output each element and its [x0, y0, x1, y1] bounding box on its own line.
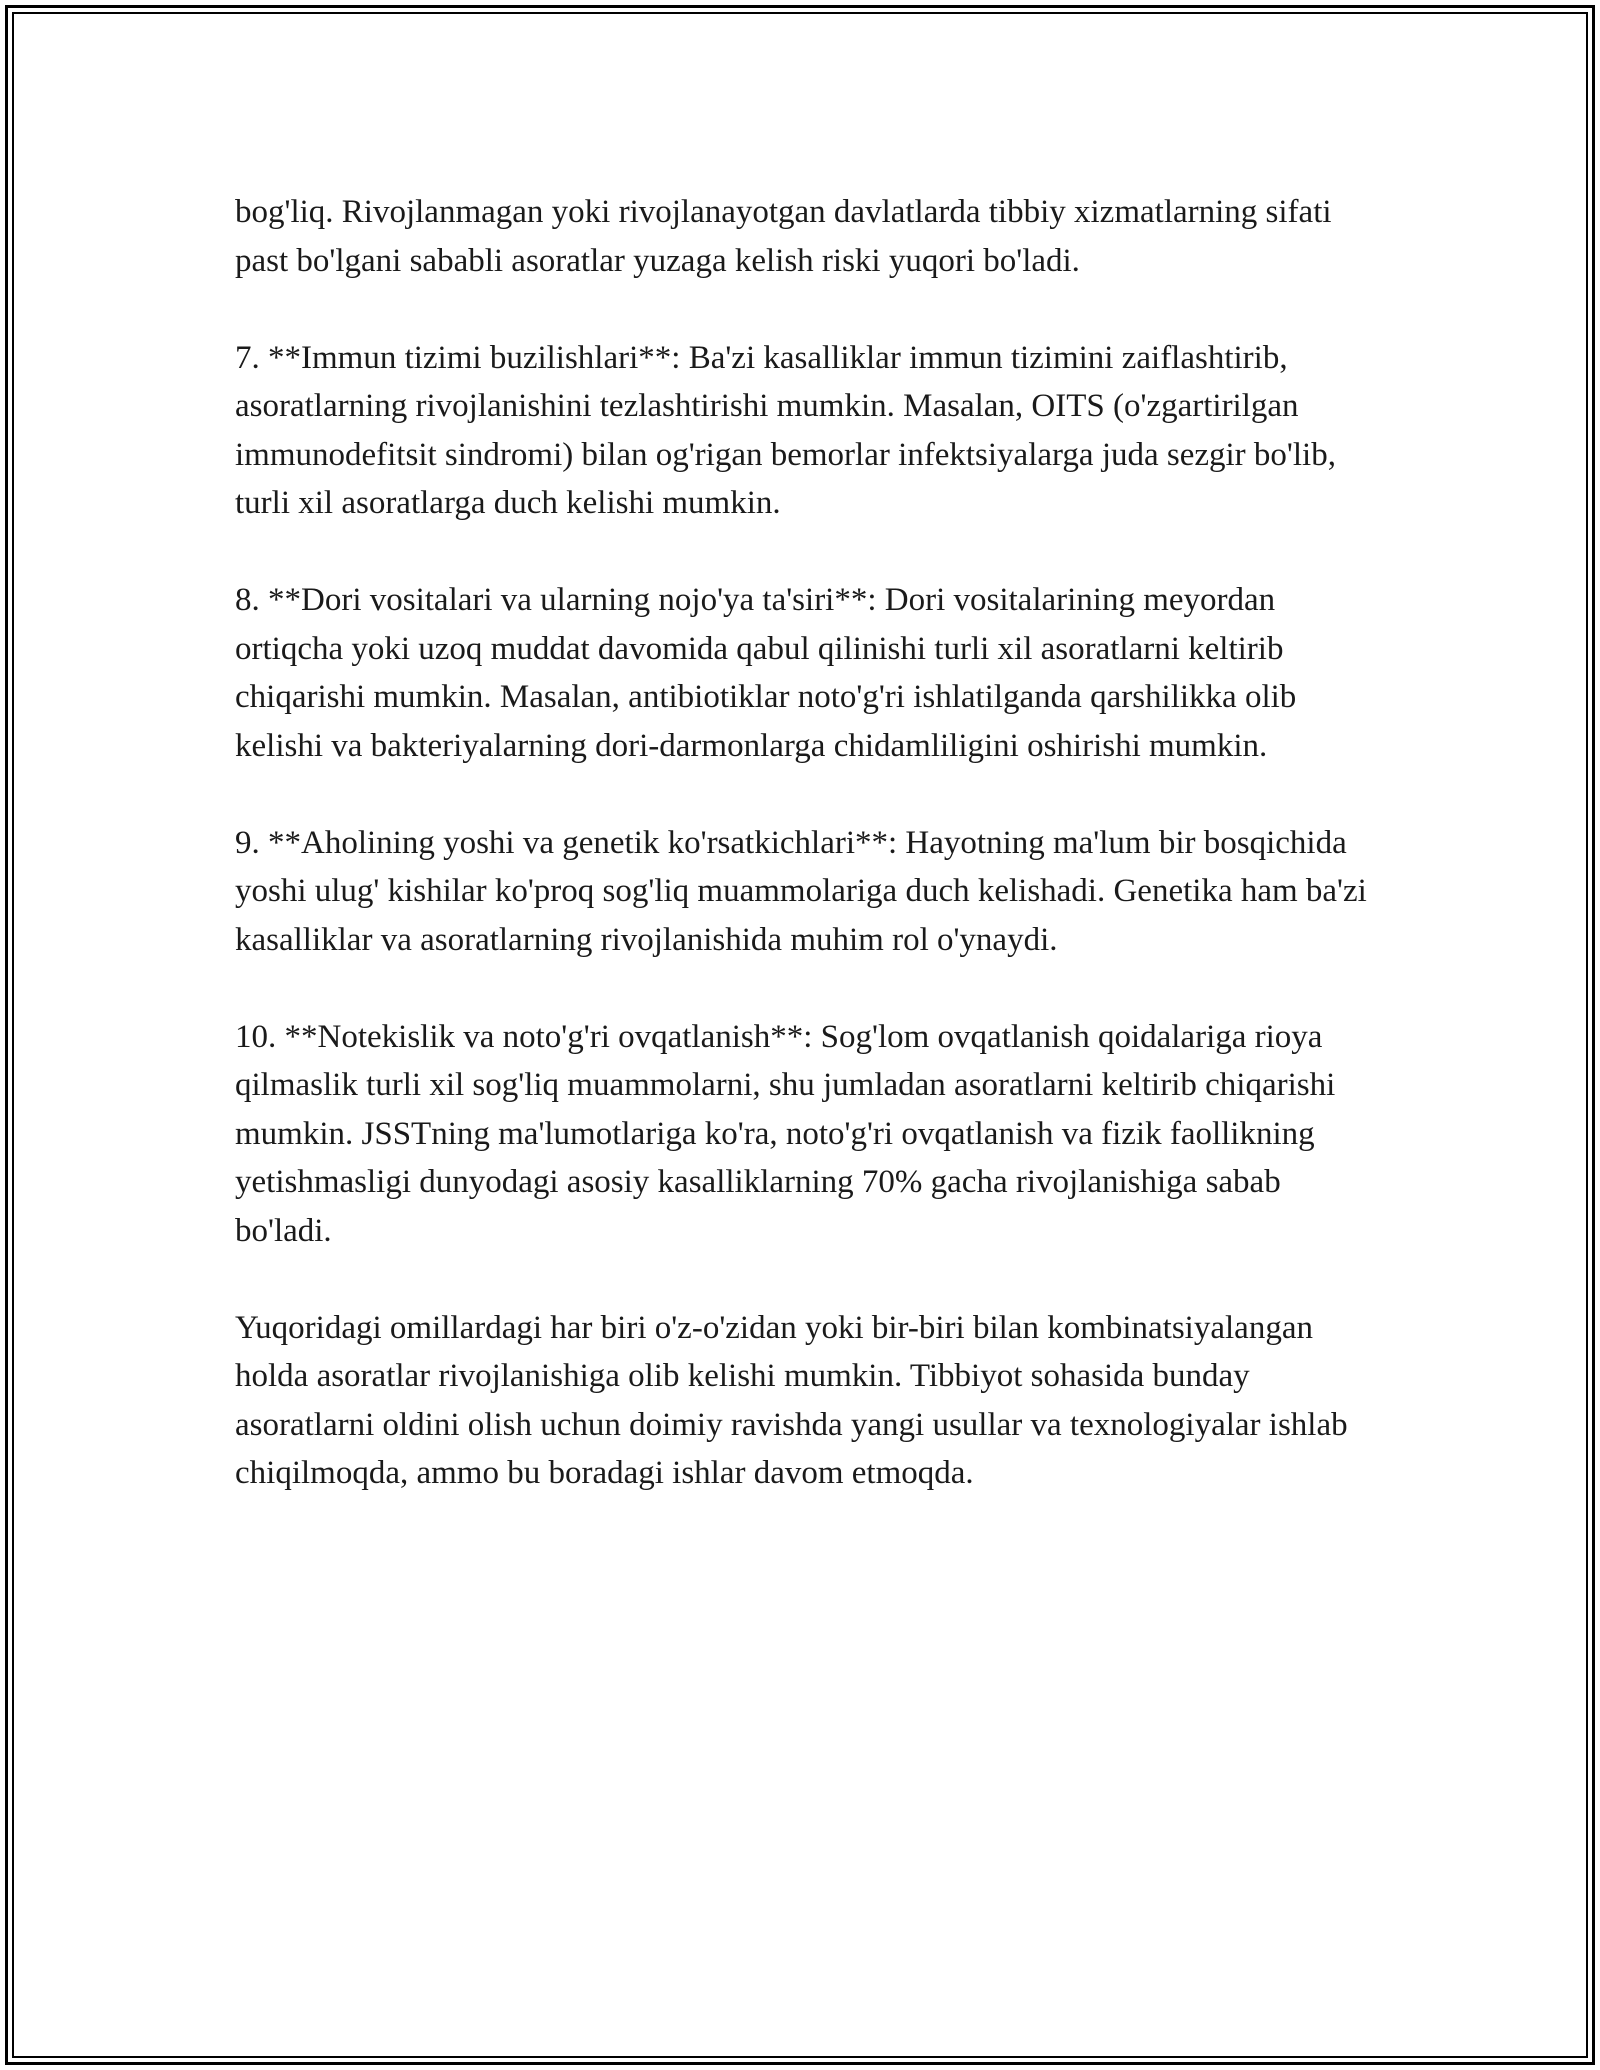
- paragraph-continuation: bog'liq. Rivojlanmagan yoki rivojlanayotgan davlatlarda tibbiy xizmatlarning sifati past bo'lgani sababli asoratlar yuzaga kelish riski yuqori bo'ladi.: [235, 194, 1332, 279]
- paragraph-item-8: 8. **Dori vositalari va ularning nojo'ya ta'siri**: Dori vositalarining meyordan ortiqcha yoki uzoq muddat davomida qabul qilinishi turli xil asoratlarni keltirib chiqarishi mumkin. Masalan, antibiotiklar noto'g'ri ishlatilganda qarshilikka olib kelishi va bakteriyalarning dori-darmonlarga chidamliligini oshirishi mumkin.: [235, 582, 1297, 764]
- paragraph-item-7: 7. **Immun tizimi buzilishlari**: Ba'zi kasalliklar immun tizimini zaiflashtirib, asoratlarning rivojlanishini tezlashtirishi mumkin. Masalan, OITS (o'zgartirilgan immunodefitsit sindromi) bilan og'rigan bemorlar infektsiyalarga juda sezgir bo'lib, turli xil asoratlarga duch kelishi mumkin.: [235, 339, 1336, 521]
- document-body: [235, 188, 1370, 1498]
- paragraph-item-9: 9. **Aholining yoshi va genetik ko'rsatkichlari**: Hayotning ma'lum bir bosqichida yoshi ulug' kishilar ko'proq sog'liq muammolariga duch kelishadi. Genetika ham ba'zi kasalliklar va asoratlarning rivojlanishida muhim rol o'ynaydi.: [235, 824, 1367, 958]
- paragraph-conclusion: Yuqoridagi omillardagi har biri o'z-o'zidan yoki bir-biri bilan kombinatsiyalangan holda asoratlar rivojlanishiga olib kelishi mumkin. Tibbiyot sohasida bunday asoratlarni oldini olish uchun doimiy ravishda yangi usullar va texnologiyalar ishlab chiqilmoqda, ammo bu boradagi ishlar davom etmoqda.: [235, 1309, 1348, 1491]
- paragraph-item-10: 10. **Notekislik va noto'g'ri ovqatlanish**: Sog'lom ovqatlanish qoidalariga rioya qilmaslik turli xil sog'liq muammolarni, shu jumladan asoratlarni keltirib chiqarishi mumkin. JSSTning ma'lumotlariga ko'ra, noto'g'ri ovqatlanish va fizik faollikning yetishmasligi dunyodagi asosiy kasalliklarning 70% gacha rivojlanishiga sabab bo'ladi.: [235, 1018, 1336, 1249]
